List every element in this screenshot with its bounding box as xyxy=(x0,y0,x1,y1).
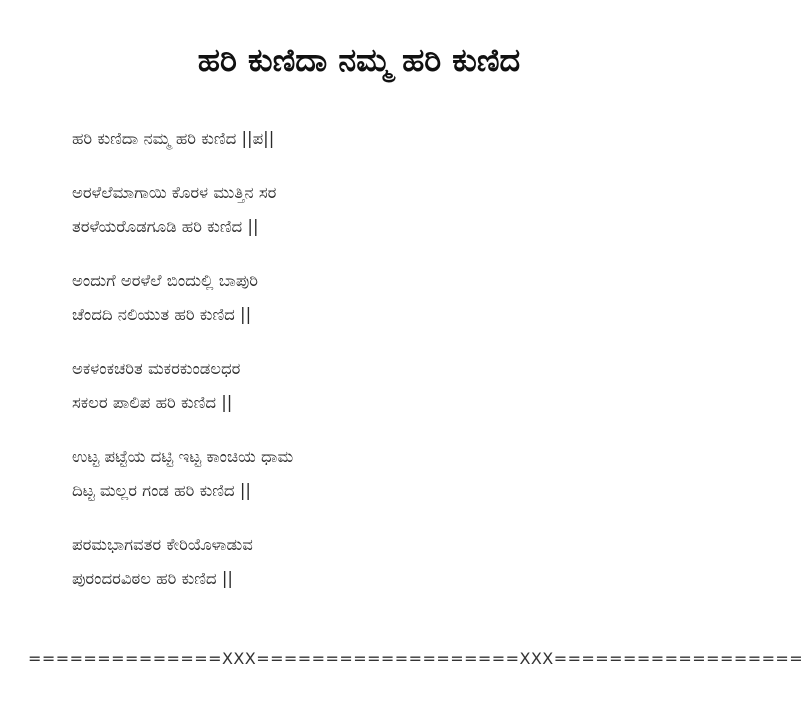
stanza xyxy=(72,440,692,508)
stanza xyxy=(72,176,692,244)
page-title: ಹರಿ ಕುಣಿದಾ ನಮ್ಮ ಹರಿ ಕುಣಿದ xyxy=(197,41,521,79)
end-divider: ==============XXX===================XXX================== xyxy=(28,649,803,668)
stanza-refrain xyxy=(72,122,692,156)
verse-line: ಹರಿ ಕುಣಿದಾ ನಮ್ಮ ಹರಿ ಕುಣಿದ ||ಪ|| xyxy=(72,129,275,148)
verse-line: ಪರಮಭಾಗವತರ ಕೇರಿಯೊಳಾಡುವ xyxy=(72,535,253,554)
verse-line: ಅರಳೆಲೆಮಾಗಾಯಿ ಕೊರಳ ಮುತ್ತಿನ ಸರ xyxy=(72,183,277,202)
verse-line: ಸಕಲರ ಪಾಲಿಪ ಹರಿ ಕುಣಿದ || xyxy=(72,393,233,412)
verse-line: ಅಕಳಂಕಚರಿತ ಮಕರಕುಂಡಲಧರ xyxy=(72,359,241,378)
stanza xyxy=(72,528,692,596)
verse-line: ತರಳೆಯರೊಡಗೂಡಿ ಹರಿ ಕುಣಿದ || xyxy=(72,217,259,236)
song-body xyxy=(72,122,692,616)
verse-line: ಚೆಂದದಿ ನಲಿಯುತ ಹರಿ ಕುಣಿದ || xyxy=(72,305,252,324)
verse-line: ಪುರಂದರವಿಠಲ ಹರಿ ಕುಣಿದ || xyxy=(72,569,233,588)
verse-line: ದಿಟ್ಟ ಮಲ್ಲರ ಗಂಡ ಹರಿ ಕುಣಿದ || xyxy=(72,481,251,500)
verse-line: ಅಂದುಗೆ ಅರಳೆಲೆ ಬಿಂದುಲ್ಲಿ ಬಾಪುರಿ xyxy=(72,271,258,290)
stanza xyxy=(72,352,692,420)
stanza xyxy=(72,264,692,332)
verse-line: ಉಟ್ಟ ಪಟ್ಟೆಯ ದಟ್ಟಿ ಇಟ್ಟ ಕಾಂಚಿಯ ಧಾಮ xyxy=(72,447,294,466)
